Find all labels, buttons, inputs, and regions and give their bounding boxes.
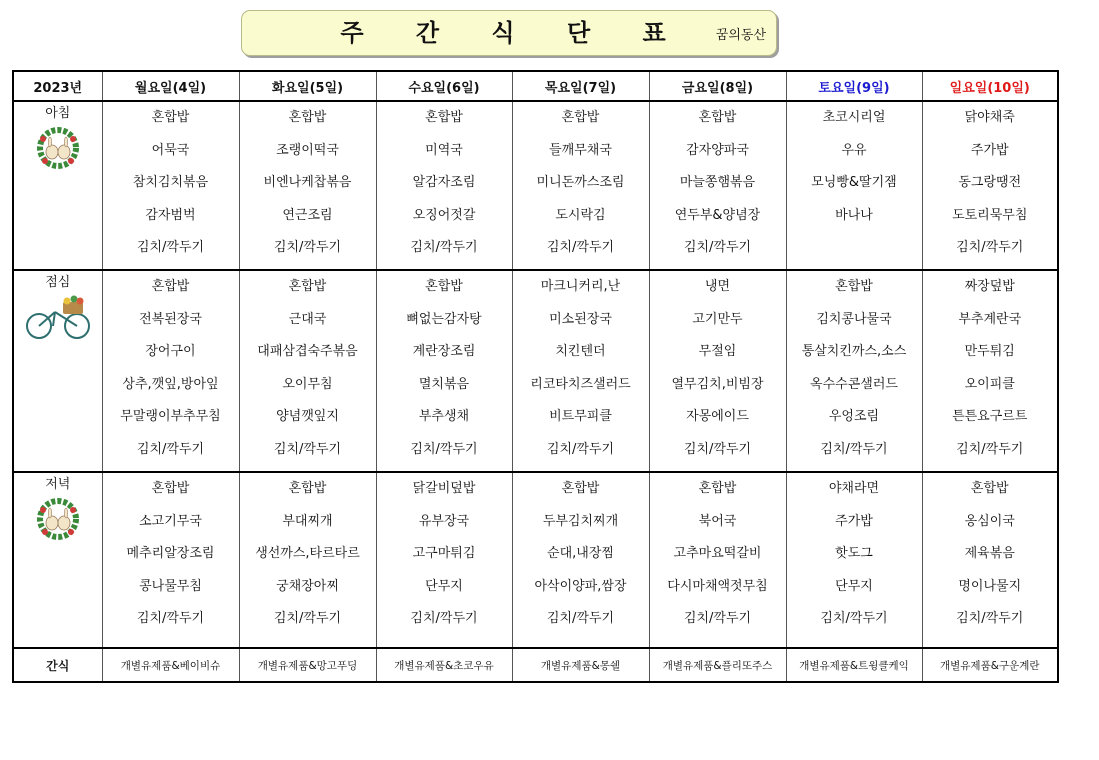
menu-item: 김치/깍두기 <box>136 441 205 457</box>
dinner-cell-day-3 <box>512 472 649 648</box>
meal-label-lunch: 점심 <box>45 275 71 290</box>
organization-name: 꿈의동산 <box>715 28 766 43</box>
menu-item <box>787 234 922 267</box>
menu-item: 김치/깍두기 <box>546 611 615 626</box>
menu-item: 대패삼겹숙주볶음 <box>257 344 358 359</box>
dinner-cell-day-5 <box>786 472 922 648</box>
menu-item: 핫도그 <box>835 546 873 561</box>
lunch-cell-day-6 <box>922 270 1058 472</box>
menu-item: 오징어젓갈 <box>412 207 476 223</box>
menu-item: 우엉조림 <box>828 409 880 424</box>
menu-item: 혼합밥 <box>151 110 190 125</box>
breakfast-row <box>13 101 1058 270</box>
title-banner <box>241 10 777 56</box>
meal-label-breakfast: 아침 <box>45 106 71 121</box>
menu-item: 고추마요떡갈비 <box>673 546 762 561</box>
menu-item: 혼합밥 <box>425 110 463 125</box>
lunch-row <box>13 270 1058 472</box>
menu-item: 김치/깍두기 <box>956 240 1024 255</box>
weekly-menu-table <box>12 70 1059 683</box>
menu-item: 치킨텐더 <box>555 344 606 359</box>
menu-item: 계란장조림 <box>412 344 476 359</box>
menu-item: 고기만두 <box>692 311 743 327</box>
menu-item: 김치/깍두기 <box>273 441 342 457</box>
menu-item: 혼합밥 <box>561 481 600 496</box>
lunch-cell-day-0 <box>102 270 239 472</box>
menu-item: 감자양파국 <box>686 142 749 158</box>
menu-item: 김치/깍두기 <box>683 240 752 255</box>
menu-item: 김치/깍두기 <box>546 441 615 457</box>
menu-item: 짜장덮밥 <box>964 279 1015 294</box>
header-row <box>13 71 1058 101</box>
year-header: 2023년 <box>13 71 102 101</box>
menu-item: 자몽에이드 <box>686 409 749 424</box>
menu-item: 혼합밥 <box>151 279 190 294</box>
menu-item: 도시락김 <box>555 207 606 223</box>
snack-label-cell <box>13 648 102 682</box>
menu-item: 통살치킨까스,소스 <box>801 344 907 359</box>
menu-item: 김치/깍두기 <box>546 240 615 255</box>
menu-item: 다시마채액젓무침 <box>667 578 768 594</box>
breakfast-label-cell <box>13 101 102 270</box>
menu-item: 김치/깍두기 <box>136 611 205 626</box>
breakfast-cell-day-4 <box>649 101 786 270</box>
menu-item: 김치/깍두기 <box>410 611 478 626</box>
menu-item: 알감자조림 <box>412 175 476 190</box>
snack-cell-day-2: 개별유제품&초코우유 <box>376 648 512 682</box>
menu-item: 옥수수콘샐러드 <box>810 376 898 392</box>
dinner-row <box>13 472 1058 648</box>
page-title: 주 간 식 단 표 <box>340 19 688 47</box>
menu-item: 단무지 <box>425 578 463 594</box>
day-header-mon: 월요일(4일) <box>102 71 239 101</box>
menu-item: 전복된장국 <box>139 311 202 327</box>
dinner-cell-day-0 <box>102 472 239 648</box>
menu-item: 야채라면 <box>828 481 880 496</box>
menu-item: 혼합밥 <box>561 110 600 125</box>
menu-item: 김치/깍두기 <box>683 441 752 457</box>
day-header-sat: 토요일(9일) <box>786 71 922 101</box>
snack-cell-day-6: 개별유제품&구운계란 <box>922 648 1058 682</box>
menu-item: 도토리묵무침 <box>952 207 1028 223</box>
snack-cell-day-1: 개별유제품&망고푸딩 <box>239 648 376 682</box>
breakfast-cell-day-3 <box>512 101 649 270</box>
menu-item: 장어구이 <box>145 344 196 359</box>
menu-item: 오이피클 <box>964 376 1015 392</box>
menu-item: 유부장국 <box>418 513 470 529</box>
dinner-cell-day-2 <box>376 472 512 648</box>
lunch-cell-day-1 <box>239 270 376 472</box>
bunny-wreath-icon <box>33 125 83 171</box>
menu-item: 혼합밥 <box>425 279 463 294</box>
day-header-thu: 목요일(7일) <box>512 71 649 101</box>
menu-item: 김치/깍두기 <box>820 611 888 626</box>
menu-item: 닭갈비덮밥 <box>412 481 476 496</box>
menu-item: 튼튼요구르트 <box>952 409 1028 424</box>
menu-item: 고구마튀김 <box>412 546 476 561</box>
menu-item: 근대국 <box>288 311 327 327</box>
menu-item: 비트무피클 <box>549 409 612 424</box>
menu-item: 미역국 <box>425 142 463 158</box>
menu-item: 뼈없는감자탕 <box>406 311 482 327</box>
menu-item: 혼합밥 <box>151 481 190 496</box>
menu-item: 김치/깍두기 <box>956 611 1024 626</box>
menu-item: 소고기무국 <box>139 513 202 529</box>
menu-item: 멸치볶음 <box>418 376 470 392</box>
menu-item: 단무지 <box>835 578 873 594</box>
menu-item: 혼합밥 <box>288 110 327 125</box>
breakfast-cell-day-1 <box>239 101 376 270</box>
menu-item: 연근조림 <box>282 207 333 223</box>
menu-item: 김치/깍두기 <box>956 441 1024 457</box>
menu-item: 주가밥 <box>970 142 1009 158</box>
breakfast-cell-day-2 <box>376 101 512 270</box>
menu-item: 두부김치찌개 <box>542 513 619 529</box>
menu-item: 부추계란국 <box>958 311 1022 327</box>
menu-item: 옹심이국 <box>964 513 1015 529</box>
day-header-fri: 금요일(8일) <box>649 71 786 101</box>
menu-item: 열무김치,비빔장 <box>671 376 764 392</box>
day-header-tue: 화요일(5일) <box>239 71 376 101</box>
menu-item: 미소된장국 <box>549 311 612 327</box>
menu-item: 무말랭이부추무침 <box>120 409 221 424</box>
menu-item: 어묵국 <box>151 142 190 158</box>
snack-cell-day-3: 개별유제품&몽쉘 <box>512 648 649 682</box>
menu-item: 순대,내장찜 <box>547 546 614 561</box>
menu-item: 감자범벅 <box>145 207 196 223</box>
menu-item: 주가밥 <box>835 513 873 529</box>
lunch-label-cell <box>13 270 102 472</box>
menu-item: 김치콩나물국 <box>816 311 892 327</box>
menu-item: 우유 <box>841 142 867 158</box>
menu-item: 동그랑땡전 <box>958 175 1022 190</box>
menu-item: 양념깻잎지 <box>276 409 339 424</box>
menu-item: 초코시리얼 <box>822 110 886 125</box>
menu-item: 닭야채죽 <box>964 110 1015 125</box>
menu-item: 명이나물지 <box>958 578 1022 594</box>
menu-item: 제육볶음 <box>964 546 1015 561</box>
snack-cell-day-4: 개별유제품&플리또주스 <box>649 648 786 682</box>
menu-item: 모닝빵&딸기잼 <box>811 175 897 190</box>
menu-item: 혼합밥 <box>835 279 873 294</box>
menu-item: 김치/깍두기 <box>820 441 888 457</box>
menu-item: 부추생채 <box>418 409 470 424</box>
menu-item: 부대찌개 <box>282 513 333 529</box>
flower-bicycle-icon <box>23 294 93 342</box>
menu-item: 김치/깍두기 <box>683 611 752 626</box>
menu-item: 리코타치즈샐러드 <box>530 376 631 392</box>
menu-item: 마늘쫑햄볶음 <box>679 175 756 190</box>
lunch-cell-day-4 <box>649 270 786 472</box>
menu-item: 혼합밥 <box>288 481 327 496</box>
menu-item: 상추,깻잎,방아잎 <box>122 376 219 392</box>
menu-item: 아삭이양파,쌈장 <box>534 578 627 594</box>
menu-item: 김치/깍두기 <box>273 240 342 255</box>
breakfast-cell-day-6 <box>922 101 1058 270</box>
breakfast-cell-day-0 <box>102 101 239 270</box>
menu-item: 김치/깍두기 <box>273 611 342 626</box>
day-header-wed: 수요일(6일) <box>376 71 512 101</box>
menu-item: 궁채장아찌 <box>276 578 339 594</box>
lunch-cell-day-2 <box>376 270 512 472</box>
menu-item: 북어국 <box>698 513 737 529</box>
snack-cell-day-0: 개별유제품&베이비슈 <box>102 648 239 682</box>
lunch-cell-day-5 <box>786 270 922 472</box>
menu-item: 김치/깍두기 <box>136 240 205 255</box>
dinner-label-cell <box>13 472 102 648</box>
meal-label-snack: 간식 <box>46 658 70 673</box>
lunch-cell-day-3 <box>512 270 649 472</box>
menu-item: 콩나물무침 <box>139 578 202 594</box>
day-header-sun: 일요일(10일) <box>922 71 1058 101</box>
menu-item: 혼합밥 <box>698 110 737 125</box>
menu-item: 냉면 <box>704 279 731 294</box>
meal-label-dinner: 저녁 <box>45 477 71 492</box>
menu-item: 비엔나케찹볶음 <box>263 175 352 190</box>
breakfast-cell-day-5 <box>786 101 922 270</box>
menu-item: 생선까스,타르타르 <box>255 546 360 561</box>
menu-item: 바나나 <box>835 207 873 223</box>
menu-item: 혼합밥 <box>698 481 737 496</box>
menu-item: 만두튀김 <box>964 344 1015 359</box>
menu-item: 메추리알장조림 <box>126 546 215 561</box>
bunny-wreath-icon <box>33 496 83 542</box>
dinner-cell-day-6 <box>922 472 1058 648</box>
menu-item: 마크니커리,난 <box>540 279 621 294</box>
snack-cell-day-5: 개별유제품&트윙클케익 <box>786 648 922 682</box>
menu-item: 무절임 <box>698 344 737 359</box>
menu-item: 들깨무채국 <box>549 142 612 158</box>
menu-item: 혼합밥 <box>288 279 327 294</box>
menu-item: 미니돈까스조림 <box>536 175 625 190</box>
menu-item: 연두부&양념장 <box>674 207 761 223</box>
dinner-cell-day-1 <box>239 472 376 648</box>
dinner-cell-day-4 <box>649 472 786 648</box>
menu-item: 김치/깍두기 <box>410 441 478 457</box>
menu-item: 혼합밥 <box>970 481 1009 496</box>
menu-item: 오이무침 <box>282 376 333 392</box>
menu-item: 참치김치볶음 <box>132 175 209 190</box>
menu-item: 김치/깍두기 <box>410 240 478 255</box>
snack-row <box>13 648 1058 682</box>
menu-item: 조랭이떡국 <box>276 142 339 158</box>
